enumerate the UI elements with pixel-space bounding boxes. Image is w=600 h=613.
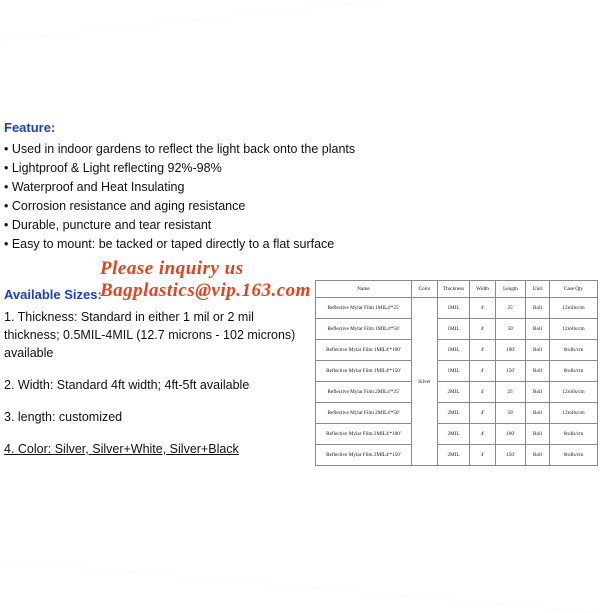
table-row (316, 424, 598, 445)
cell-name: Reflective Mylar Film 1MIL4'*25' (316, 298, 412, 319)
feature-title: Feature: (4, 120, 56, 135)
table-header-cell: Thickness (438, 281, 470, 298)
table-row (316, 403, 598, 424)
cell-unit: Roll (526, 382, 550, 403)
cell-name: Reflective Mylar Film 2MIL4'*100' (316, 424, 412, 445)
cell-unit: Roll (526, 403, 550, 424)
table-row (316, 445, 598, 466)
cell-thickness: 1MIL (438, 340, 470, 361)
cell-width: 4' (470, 445, 496, 466)
cell-thickness: 2MIL (438, 424, 470, 445)
cell-width: 4' (470, 298, 496, 319)
cell-case-qty: 6rolls/ctn (550, 424, 598, 445)
feature-item: • Waterproof and Heat Insulating (4, 180, 185, 194)
cell-case-qty: 6rolls/ctn (550, 340, 598, 361)
table-header-row (316, 281, 598, 298)
cell-color: Silver (412, 298, 438, 466)
cell-case-qty: 12rolls/ctn (550, 382, 598, 403)
feature-item: • Durable, puncture and tear resistant (4, 218, 212, 232)
available-sizes-item: 4. Color: Silver, Silver+White, Silver+Black (4, 442, 239, 456)
specification-table (315, 280, 598, 466)
table-header-cell: Width (470, 281, 496, 298)
cell-thickness: 1MIL (438, 298, 470, 319)
cell-width: 4' (470, 319, 496, 340)
table-row (316, 340, 598, 361)
table-row (316, 319, 598, 340)
cell-thickness: 2MIL (438, 445, 470, 466)
cell-width: 4' (470, 340, 496, 361)
cell-width: 4' (470, 361, 496, 382)
cell-case-qty: 12rolls/ctn (550, 319, 598, 340)
cell-thickness: 2MIL (438, 382, 470, 403)
cell-width: 4' (470, 403, 496, 424)
feature-section (4, 120, 404, 254)
cell-length: 150' (496, 361, 526, 382)
table-header-cell: Color (412, 281, 438, 298)
cell-name: Reflective Mylar Film 1MIL4'*50' (316, 319, 412, 340)
available-sizes-item: 3. length: customized (4, 410, 123, 424)
cell-width: 4' (470, 424, 496, 445)
watermark-line-1: Please inquiry us (100, 258, 244, 279)
cell-unit: Roll (526, 445, 550, 466)
cell-case-qty: 12rolls/ctn (550, 298, 598, 319)
cell-length: 50' (496, 319, 526, 340)
cell-length: 150' (496, 445, 526, 466)
cell-width: 4' (470, 382, 496, 403)
table-header-cell: Case Qty (550, 281, 598, 298)
table-header-cell: Unit (526, 281, 550, 298)
cell-case-qty: 6rolls/ctn (550, 445, 598, 466)
cell-case-qty: 12rolls/ctn (550, 403, 598, 424)
cell-thickness: 1MIL (438, 319, 470, 340)
feature-item: • Used in indoor gardens to reflect the light back onto the plants (4, 142, 356, 156)
cell-name: Reflective Mylar Film 2MIL4'*25' (316, 382, 412, 403)
table-row (316, 298, 598, 319)
feature-item: • Lightproof & Light reflecting 92%-98% (4, 161, 222, 175)
feature-item: • Easy to mount: be tacked or taped directly to a flat surface (4, 237, 335, 251)
table-header-cell: Name (316, 281, 412, 298)
cell-length: 100' (496, 340, 526, 361)
cell-length: 50' (496, 403, 526, 424)
cell-unit: Roll (526, 361, 550, 382)
cell-name: Reflective Mylar Film 2MIL4'*150' (316, 445, 412, 466)
cell-thickness: 2MIL (438, 403, 470, 424)
cell-case-qty: 6rolls/ctn (550, 361, 598, 382)
cell-unit: Roll (526, 298, 550, 319)
watermark-line-2: Bagplastics@vip.163.com (100, 280, 311, 301)
cell-unit: Roll (526, 424, 550, 445)
table-row (316, 361, 598, 382)
cell-thickness: 1MIL (438, 361, 470, 382)
available-sizes-item: 2. Width: Standard 4ft width; 4ft-5ft available (4, 378, 250, 392)
table-row (316, 382, 598, 403)
cell-length: 25' (496, 382, 526, 403)
cell-unit: Roll (526, 340, 550, 361)
cell-name: Reflective Mylar Film 1MIL4'*150' (316, 361, 412, 382)
cell-name: Reflective Mylar Film 2MIL4'*50' (316, 403, 412, 424)
cell-length: 100' (496, 424, 526, 445)
table-header-cell: Length (496, 281, 526, 298)
cell-name: Reflective Mylar Film 1MIL4'*100' (316, 340, 412, 361)
cell-unit: Roll (526, 319, 550, 340)
available-sizes-section (4, 287, 304, 472)
specification-table-wrapper (315, 280, 597, 466)
available-sizes-title: Available Sizes: (4, 287, 102, 302)
cell-length: 25' (496, 298, 526, 319)
available-sizes-item: 1. Thickness: Standard in either 1 mil or 2 mil thickness; 0.5MIL-4MIL (12.7 microns - 102 microns) available (4, 310, 296, 360)
feature-item: • Corrosion resistance and aging resistance (4, 199, 246, 213)
